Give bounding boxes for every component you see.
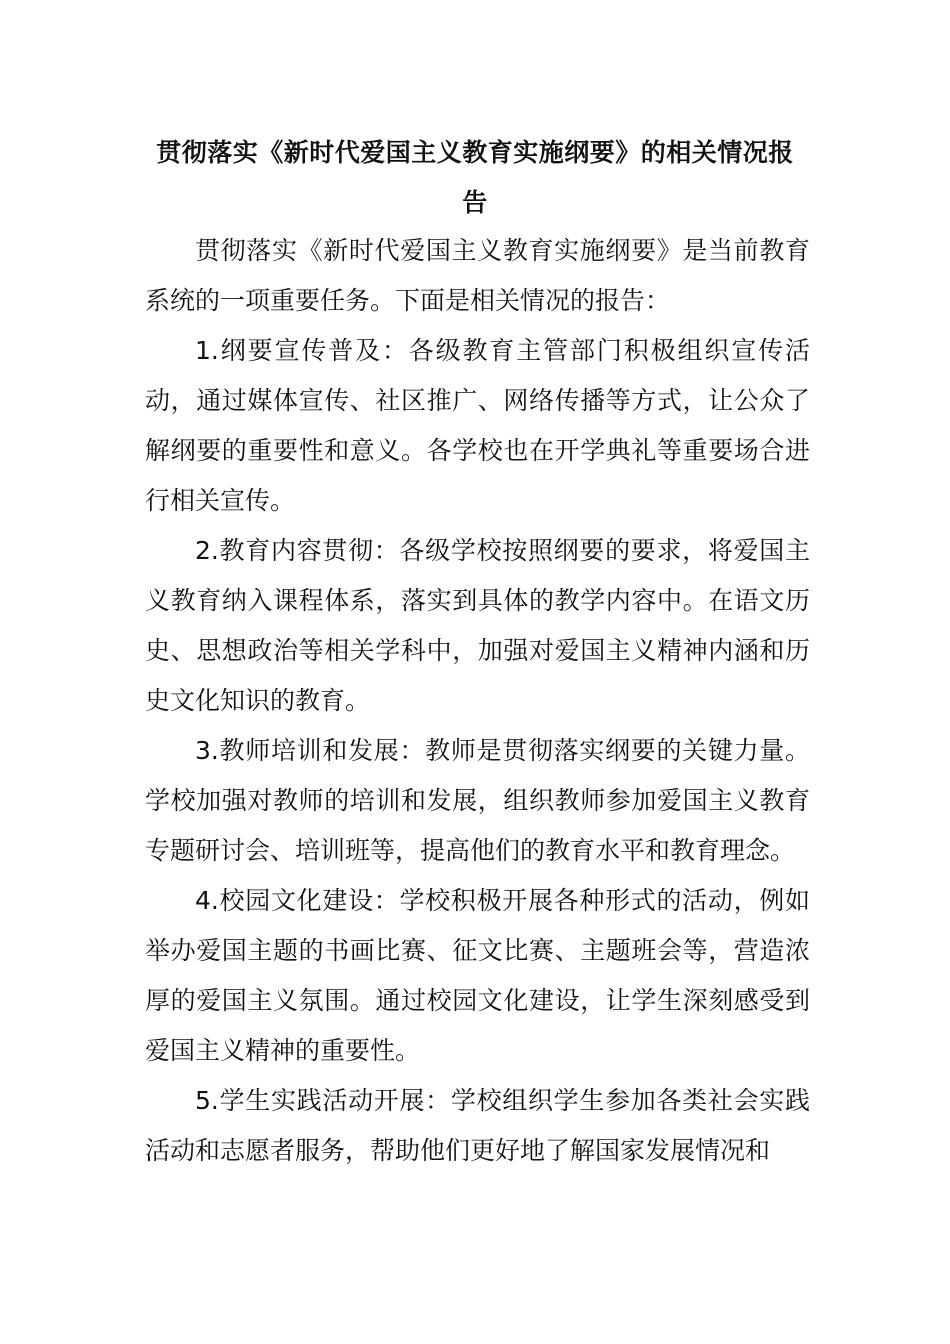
document-title: 贯彻落实《新时代爱国主义教育实施纲要》的相关情况报告 — [156, 138, 794, 217]
paragraph-item-2: 2.教育内容贯彻：各级学校按照纲要的要求，将爱国主义教育纳入课程体系，落实到具体的教学内容中。在语文历史、思想政治等相关学科中，加强对爱国主义精神内涵和历史文化知识的教育。 — [145, 536, 810, 715]
paragraph-item-4: 4.校园文化建设：学校积极开展各种形式的活动，例如举办爱国主题的书画比赛、征文比赛、主题班会等，营造浓厚的爱国主义氛围。通过校园文化建设，让学生深刻感受到爱国主义精神的重要性。 — [145, 886, 810, 1065]
document-body — [145, 226, 810, 1176]
paragraph-intro: 贯彻落实《新时代爱国主义教育实施纲要》是当前教育系统的一项重要任务。下面是相关情况的报告： — [145, 236, 810, 315]
paragraph-item-5: 5.学生实践活动开展：学校组织学生参加各类社会实践活动和志愿者服务，帮助他们更好地了解国家发展情况和 — [145, 1086, 810, 1165]
paragraph-item-1: 1.纲要宣传普及：各级教育主管部门积极组织宣传活动，通过媒体宣传、社区推广、网络传播等方式，让公众了解纲要的重要性和意义。各学校也在开学典礼等重要场合进行相关宣传。 — [145, 336, 810, 515]
paragraph-item-3: 3.教师培训和发展：教师是贯彻落实纲要的关键力量。学校加强对教师的培训和发展，组织教师参加爱国主义教育专题研讨会、培训班等，提高他们的教育水平和教育理念。 — [145, 736, 810, 865]
